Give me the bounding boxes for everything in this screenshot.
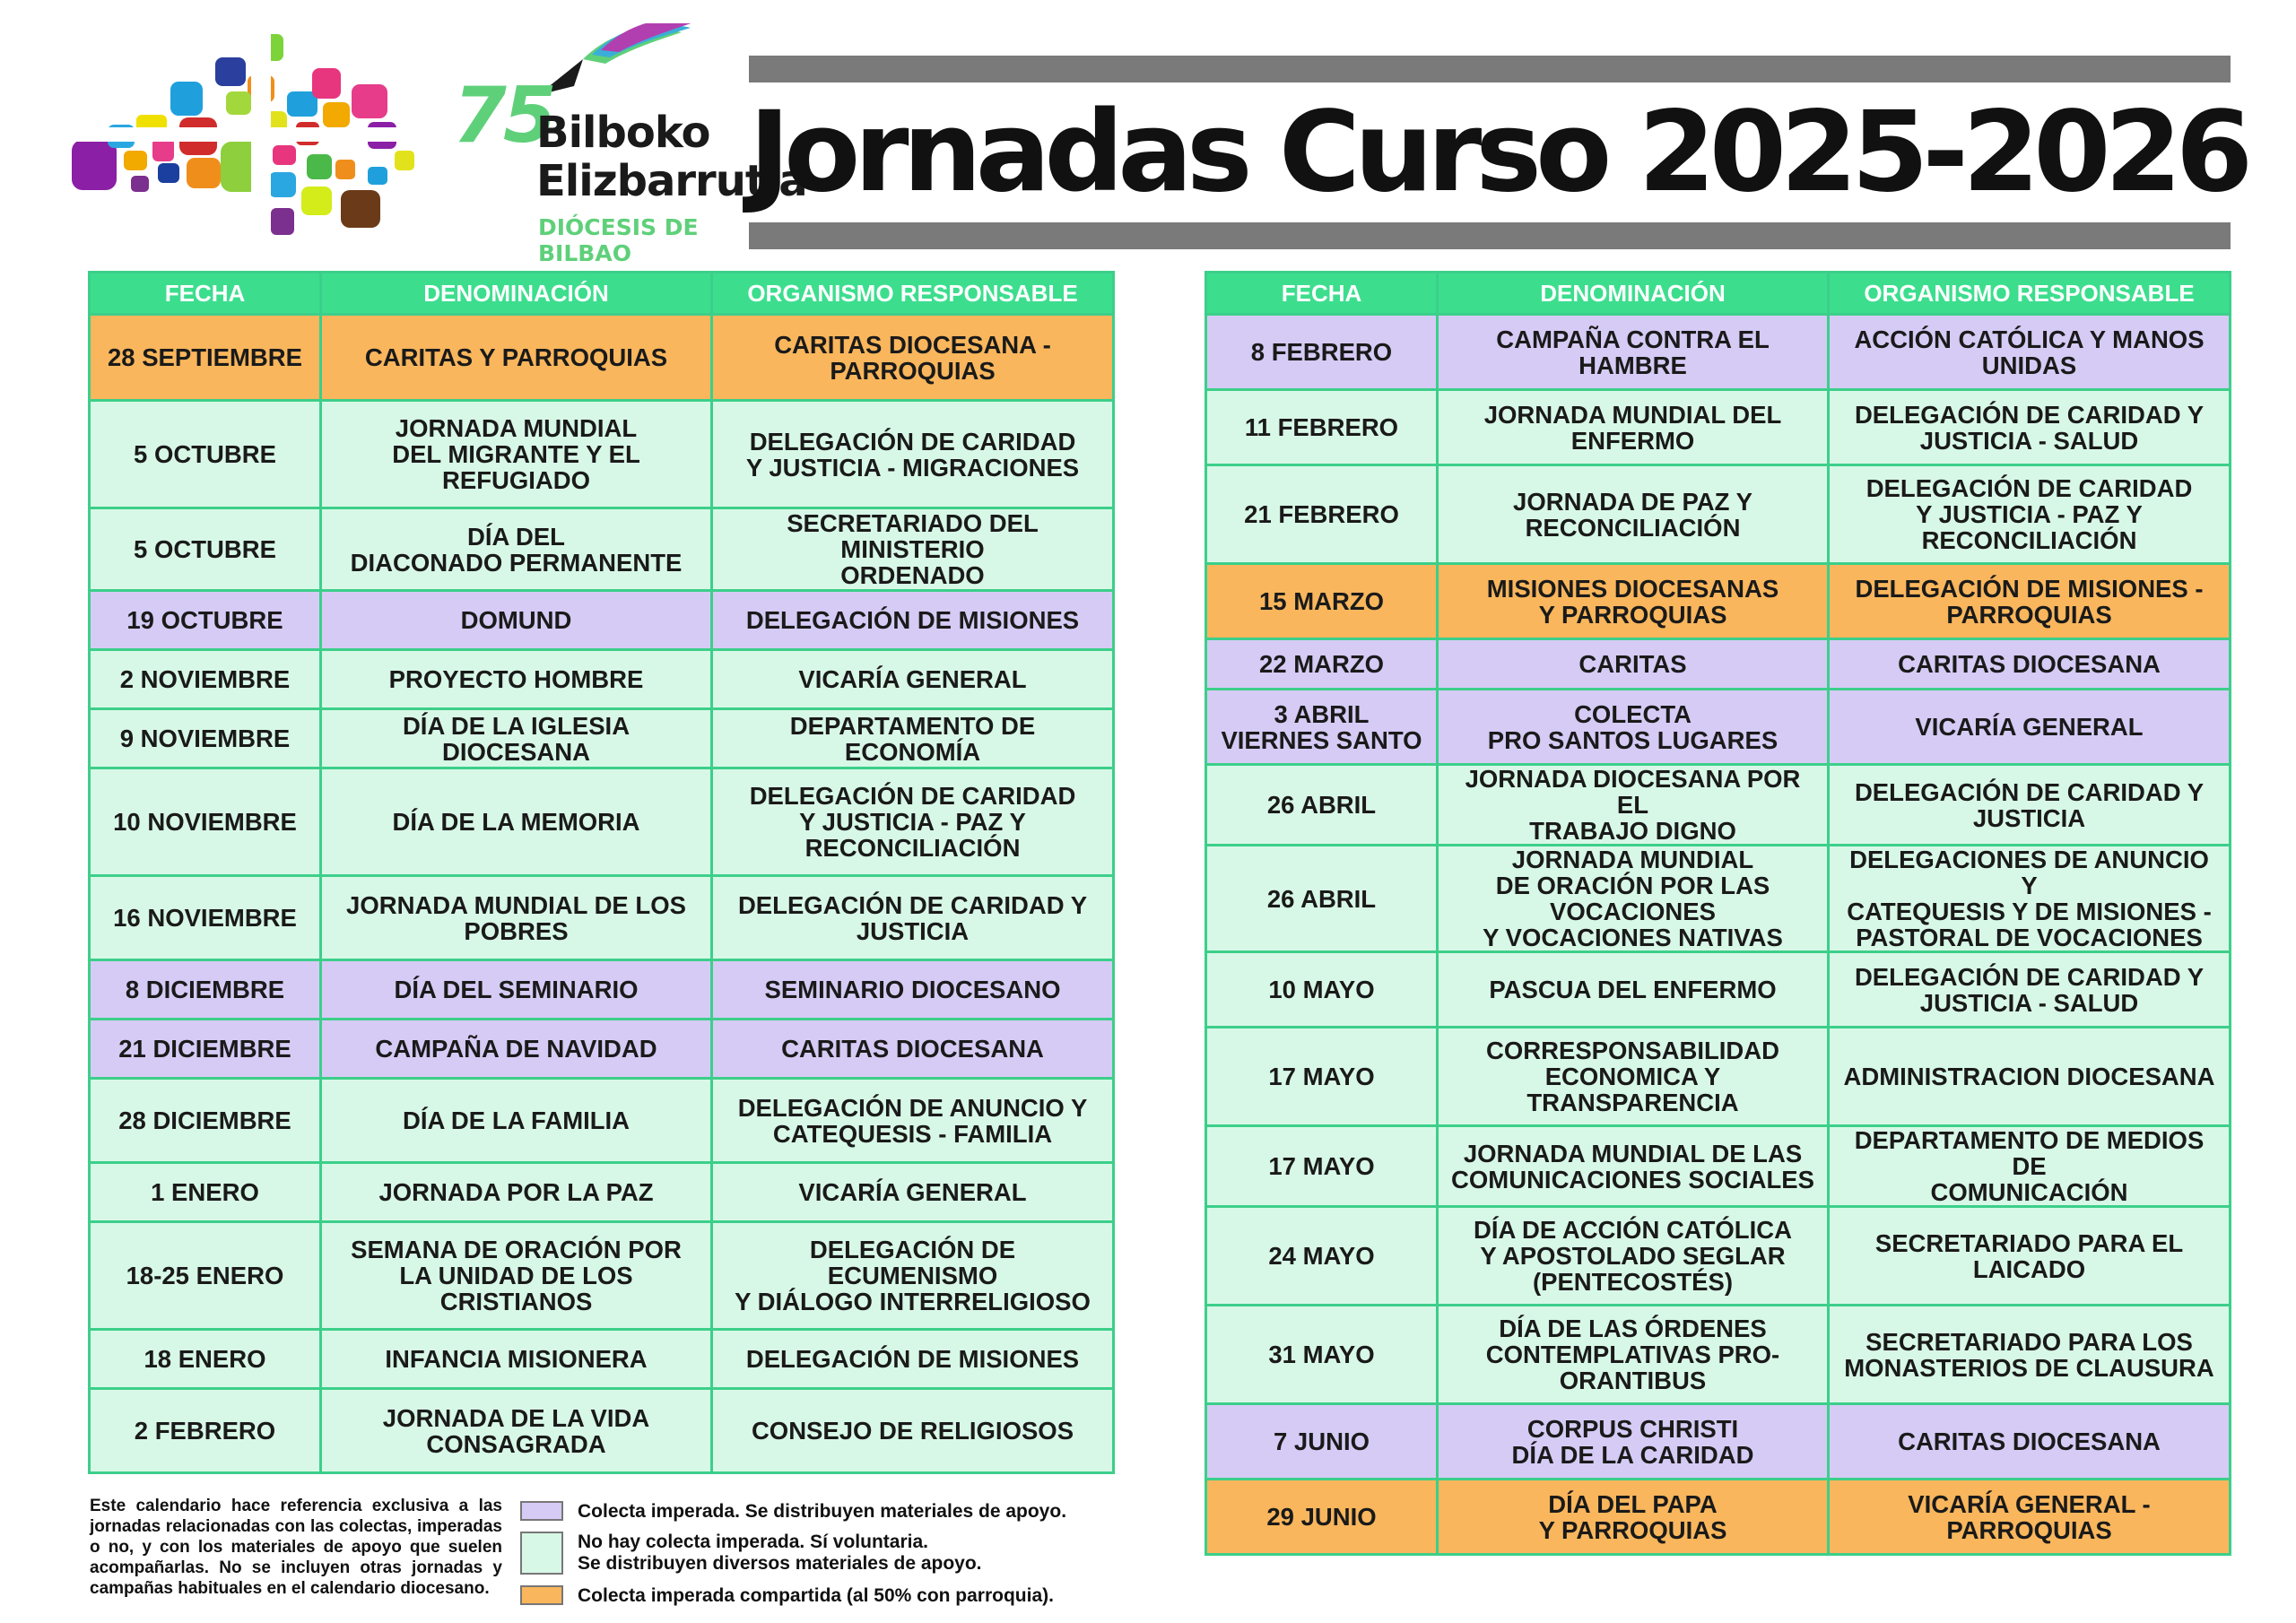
table-row [1206,465,2231,564]
cell-fecha: 26 ABRIL [1206,846,1438,952]
title-bar-bottom [749,222,2231,249]
legend-item-orange [520,1585,1054,1607]
cell-denominacion: MISIONES DIOCESANAS Y PARROQUIAS [1438,564,1829,639]
page-title: Jornadas Curso 2025-2026 [749,88,2248,217]
cell-organismo: ACCIÓN CATÓLICA Y MANOS UNIDAS [1829,315,2231,390]
diocese-logo [72,32,807,266]
table-row [90,768,1114,876]
cell-organismo: DELEGACIÓN DE MISIONES [712,591,1114,650]
table-row [90,709,1114,768]
cell-denominacion: DÍA DE ACCIÓN CATÓLICA Y APOSTOLADO SEGLAR (PENTECOSTÉS) [1438,1207,1829,1306]
table-row [90,1389,1114,1473]
cell-fecha: 22 MARZO [1206,639,1438,690]
cell-denominacion: COLECTA PRO SANTOS LUGARES [1438,690,1829,765]
cell-denominacion: DOMUND [321,591,712,650]
cell-denominacion: DÍA DE LA MEMORIA [321,768,712,876]
logo-line-diocesis: DIÓCESIS DE BILBAO [538,214,699,266]
cell-denominacion: CAMPAÑA DE NAVIDAD [321,1020,712,1079]
table-row [90,1222,1114,1330]
table-row [90,508,1114,591]
cell-organismo: CARITAS DIOCESANA [1829,639,2231,690]
cell-denominacion: INFANCIA MISIONERA [321,1330,712,1389]
table-header-row [90,273,1114,315]
cell-organismo: DELEGACIÓN DE ECUMENISMO Y DIÁLOGO INTERRELIGIOSO [712,1222,1114,1330]
cell-fecha: 10 MAYO [1206,952,1438,1028]
table-row [90,960,1114,1020]
cell-organismo: VICARÍA GENERAL [1829,690,2231,765]
logo-line-elizbarrutia: Elizbarrutia [536,156,807,206]
cell-denominacion: JORNADA DE LA VIDA CONSAGRADA [321,1389,712,1473]
cell-organismo: SECRETARIADO DEL MINISTERIO ORDENADO [712,508,1114,591]
cell-denominacion: JORNADA MUNDIAL DEL MIGRANTE Y EL REFUGIADO [321,401,712,508]
cell-denominacion: CORPUS CHRISTI DÍA DE LA CARIDAD [1438,1404,1829,1480]
cell-fecha: 18 ENERO [90,1330,321,1389]
header-organismo: ORGANISMO RESPONSABLE [712,273,1114,315]
cell-denominacion: PASCUA DEL ENFERMO [1438,952,1829,1028]
cell-fecha: 8 FEBRERO [1206,315,1438,390]
table-row [1206,690,2231,765]
cell-organismo: DELEGACIÓN DE CARIDAD Y JUSTICIA - MIGRACIONES [712,401,1114,508]
cell-organismo: VICARÍA GENERAL [712,650,1114,709]
cell-denominacion: DÍA DEL DIACONADO PERMANENTE [321,508,712,591]
cell-fecha: 5 OCTUBRE [90,401,321,508]
logo-line-bilboko: Bilboko [536,108,710,158]
cell-organismo: DELEGACIÓN DE ANUNCIO Y CATEQUESIS - FAMILIA [712,1079,1114,1163]
cell-fecha: 17 MAYO [1206,1126,1438,1207]
cell-organismo: DELEGACIÓN DE CARIDAD Y JUSTICIA - SALUD [1829,952,2231,1028]
cell-denominacion: DÍA DE LAS ÓRDENES CONTEMPLATIVAS PRO- ORANTIBUS [1438,1306,1829,1404]
cell-denominacion: DÍA DEL PAPA Y PARROQUIAS [1438,1480,1829,1555]
cell-fecha: 16 NOVIEMBRE [90,876,321,960]
cell-fecha: 21 DICIEMBRE [90,1020,321,1079]
header-organismo: ORGANISMO RESPONSABLE [1829,273,2231,315]
cell-fecha: 3 ABRIL VIERNES SANTO [1206,690,1438,765]
legend-swatch-green [520,1532,563,1575]
cell-fecha: 9 NOVIEMBRE [90,709,321,768]
header-denominacion: DENOMINACIÓN [1438,273,1829,315]
table-row [1206,1028,2231,1126]
legend-text: No hay colecta imperada. Sí voluntaria. Se distribuyen diversos materiales de apoyo. [578,1532,982,1574]
cell-organismo: DELEGACIÓN DE CARIDAD Y JUSTICIA [1829,765,2231,846]
cell-denominacion: DÍA DE LA FAMILIA [321,1079,712,1163]
cell-denominacion: CARITAS Y PARROQUIAS [321,315,712,401]
cell-fecha: 21 FEBRERO [1206,465,1438,564]
schedule-table-right [1205,271,2231,1556]
legend-swatch-violet [520,1501,563,1521]
cell-denominacion: JORNADA POR LA PAZ [321,1163,712,1222]
cell-fecha: 2 FEBRERO [90,1389,321,1473]
header-fecha: FECHA [1206,273,1438,315]
calendar-note: Este calendario hace referencia exclusiva a las jornadas relacionadas con las colectas, imperadas o no, y con los materiales de apoyo que suelen acompañarlas. No se incluyen otras jornadas y campañas habituales en el calendario diocesano. [90,1497,502,1598]
cell-organismo: ADMINISTRACION DIOCESANA [1829,1028,2231,1126]
cell-fecha: 24 MAYO [1206,1207,1438,1306]
cell-fecha: 26 ABRIL [1206,765,1438,846]
cell-organismo: SECRETARIADO PARA EL LAICADO [1829,1207,2231,1306]
cell-denominacion: CAMPAÑA CONTRA EL HAMBRE [1438,315,1829,390]
cell-fecha: 7 JUNIO [1206,1404,1438,1480]
cell-denominacion: DÍA DE LA IGLESIA DIOCESANA [321,709,712,768]
schedule-table-left [88,271,1115,1474]
cell-fecha: 19 OCTUBRE [90,591,321,650]
cell-fecha: 28 SEPTIEMBRE [90,315,321,401]
legend-item-violet [520,1501,1066,1523]
cell-organismo: DELEGACIÓN DE CARIDAD Y JUSTICIA - SALUD [1829,390,2231,465]
cell-organismo: SECRETARIADO PARA LOS MONASTERIOS DE CLAUSURA [1829,1306,2231,1404]
cell-denominacion: CARITAS [1438,639,1829,690]
cell-organismo: CARITAS DIOCESANA [1829,1404,2231,1480]
table-row [1206,315,2231,390]
cell-fecha: 10 NOVIEMBRE [90,768,321,876]
logo-anniversary-number: 75 [453,71,553,161]
table-header-row [1206,273,2231,315]
cell-organismo: DELEGACIÓN DE CARIDAD Y JUSTICIA - PAZ Y RECONCILIACIÓN [712,768,1114,876]
cell-denominacion: JORNADA MUNDIAL DE LOS POBRES [321,876,712,960]
title-bar-top [749,56,2231,82]
table-row [90,401,1114,508]
table-row [1206,1306,2231,1404]
cell-fecha: 11 FEBRERO [1206,390,1438,465]
cell-organismo: DELEGACIÓN DE CARIDAD Y JUSTICIA [712,876,1114,960]
cell-organismo: DELEGACIONES DE ANUNCIO Y CATEQUESIS Y DE MISIONES - PASTORAL DE VOCACIONES [1829,846,2231,952]
cell-fecha: 15 MARZO [1206,564,1438,639]
table-row [90,315,1114,401]
cell-fecha: 31 MAYO [1206,1306,1438,1404]
cell-denominacion: JORNADA MUNDIAL DEL ENFERMO [1438,390,1829,465]
table-row [1206,1404,2231,1480]
cell-fecha: 1 ENERO [90,1163,321,1222]
cell-organismo: DELEGACIÓN DE CARIDAD Y JUSTICIA - PAZ Y RECONCILIACIÓN [1829,465,2231,564]
table-row [90,1163,1114,1222]
cell-denominacion: JORNADA MUNDIAL DE LAS COMUNICACIONES SOCIALES [1438,1126,1829,1207]
table-row [90,1330,1114,1389]
table-row [1206,952,2231,1028]
table-row [1206,1480,2231,1555]
cell-organismo: DELEGACIÓN DE MISIONES [712,1330,1114,1389]
cell-organismo: CARITAS DIOCESANA [712,1020,1114,1079]
table-row [1206,765,2231,846]
cell-denominacion: JORNADA MUNDIAL DE ORACIÓN POR LAS VOCACIONES Y VOCACIONES NATIVAS [1438,846,1829,952]
cell-denominacion: JORNADA DE PAZ Y RECONCILIACIÓN [1438,465,1829,564]
table-row [1206,846,2231,952]
cell-fecha: 18-25 ENERO [90,1222,321,1330]
cell-organismo: VICARÍA GENERAL - PARROQUIAS [1829,1480,2231,1555]
legend-text: Colecta imperada compartida (al 50% con parroquia). [578,1585,1054,1606]
cell-fecha: 28 DICIEMBRE [90,1079,321,1163]
table-row [90,591,1114,650]
cell-organismo: DELEGACIÓN DE MISIONES - PARROQUIAS [1829,564,2231,639]
cell-fecha: 29 JUNIO [1206,1480,1438,1555]
table-row [1206,390,2231,465]
header-fecha: FECHA [90,273,321,315]
table-row [1206,1126,2231,1207]
legend-text: Colecta imperada. Se distribuyen materiales de apoyo. [578,1501,1067,1522]
table-row [1206,564,2231,639]
table-row [90,876,1114,960]
table-row [1206,639,2231,690]
cell-organismo: SEMINARIO DIOCESANO [712,960,1114,1020]
cell-denominacion: SEMANA DE ORACIÓN POR LA UNIDAD DE LOS CRISTIANOS [321,1222,712,1330]
legend-swatch-orange [520,1585,563,1605]
header-denominacion: DENOMINACIÓN [321,273,712,315]
table-row [90,1079,1114,1163]
cell-organismo: VICARÍA GENERAL [712,1163,1114,1222]
cell-fecha: 17 MAYO [1206,1028,1438,1126]
legend-item-green [520,1532,982,1575]
cell-denominacion: CORRESPONSABILIDAD ECONOMICA Y TRANSPARENCIA [1438,1028,1829,1126]
cell-fecha: 8 DICIEMBRE [90,960,321,1020]
cell-fecha: 2 NOVIEMBRE [90,650,321,709]
table-row [1206,1207,2231,1306]
cell-fecha: 5 OCTUBRE [90,508,321,591]
cell-denominacion: JORNADA DIOCESANA POR EL TRABAJO DIGNO [1438,765,1829,846]
mosaic-cross-icon [72,32,448,256]
cell-organismo: CARITAS DIOCESANA - PARROQUIAS [712,315,1114,401]
cell-denominacion: PROYECTO HOMBRE [321,650,712,709]
cell-organismo: DEPARTAMENTO DE ECONOMÍA [712,709,1114,768]
cell-denominacion: DÍA DEL SEMINARIO [321,960,712,1020]
cell-organismo: DEPARTAMENTO DE MEDIOS DE COMUNICACIÓN [1829,1126,2231,1207]
table-row [90,1020,1114,1079]
cell-organismo: CONSEJO DE RELIGIOSOS [712,1389,1114,1473]
table-row [90,650,1114,709]
